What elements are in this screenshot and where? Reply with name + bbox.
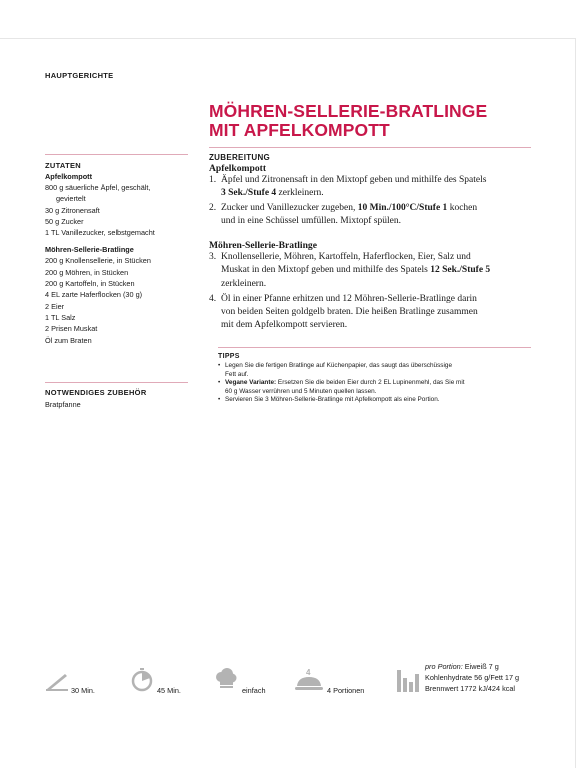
step-number: 2. xyxy=(209,203,217,214)
ingredient-group-title: Möhren-Sellerie-Bratlinge xyxy=(45,245,134,255)
nutrition-carbs-fat: Kohlenhydrate 56 g/Fett 17 g xyxy=(425,672,520,682)
ingredients-divider xyxy=(45,154,188,155)
preparation-subheading: Möhren-Sellerie-Bratlinge xyxy=(209,240,317,252)
difficulty-label: einfach xyxy=(242,686,266,695)
ingredients-heading: ZUTATEN xyxy=(45,161,81,170)
tips-heading: TIPPS xyxy=(218,353,240,360)
step-item xyxy=(209,174,539,200)
ingredient-item: Öl zum Braten xyxy=(45,335,92,345)
equipment-list xyxy=(45,399,195,410)
bullet-icon: • xyxy=(218,379,221,387)
nutrition-protein: Eiweiß 7 g xyxy=(462,662,499,671)
ingredient-item: 1 TL Salz xyxy=(45,312,76,322)
equipment-item: Bratpfanne xyxy=(45,400,81,409)
step-list xyxy=(209,251,539,332)
step-line: zerkleinern. xyxy=(221,278,267,289)
category-label: HAUPTGERICHTE xyxy=(45,71,114,80)
step-item xyxy=(209,202,539,228)
ingredient-item: 2 Prisen Muskat xyxy=(45,324,98,334)
ingredient-group-title: Apfelkompott xyxy=(45,172,93,181)
ingredient-item: 200 g Knollensellerie, in Stücken xyxy=(45,256,151,266)
step-item xyxy=(209,251,539,290)
ingredient-list xyxy=(45,255,195,345)
nutrition-chart-icon xyxy=(396,666,420,694)
nutrition-icon-wrap xyxy=(396,666,422,700)
preparation-heading: ZUBEREITUNG xyxy=(209,153,271,162)
step-item xyxy=(209,293,539,332)
difficulty xyxy=(214,666,274,700)
timer-icon xyxy=(131,666,155,692)
ingredient-item: 4 EL zarte Haferflocken (30 g) xyxy=(45,290,143,300)
tip-item: • Vegane Variante: Ersetzen Sie die beiden Eier durch 2 EL Lupinenmehl, das Sie mit 60 g Wasser verrühren und 5 Minuten quellen lassen. xyxy=(218,379,465,395)
portions xyxy=(294,666,374,700)
ingredients-section xyxy=(45,161,195,346)
ingredient-item: 800 g säuerliche Äpfel, geschält, xyxy=(45,183,151,192)
ingredient-list xyxy=(45,182,195,238)
recipe-title-line: MIT APFELKOMPOTT xyxy=(209,119,390,140)
total-time-label: 45 Min. xyxy=(157,686,181,695)
nutrition-line xyxy=(425,662,519,673)
equipment-section xyxy=(45,388,195,410)
portions-number: 4 xyxy=(306,668,311,677)
step-line: 3 Sek./Stufe 4 zerkleinern. xyxy=(221,188,324,199)
tips-divider xyxy=(218,347,531,348)
step-line: Äpfel und Zitronensaft in den Mixtopf geben und mithilfe des Spatels xyxy=(221,175,487,185)
prep-time-label: 30 Min. xyxy=(71,686,95,695)
chef-hat-icon xyxy=(214,666,238,692)
recipe-title xyxy=(209,102,549,139)
knife-icon xyxy=(45,666,69,692)
nutrition-intro: pro Portion: xyxy=(425,662,463,671)
preparation-subheading: Apfelkompott xyxy=(209,163,267,174)
tip-item: • Legen Sie die fertigen Bratlinge auf Küchenpapier, das saugt das überschüssige Fett auf. xyxy=(218,362,453,378)
recipe-title-line: MÖHREN-SELLERIE-BRATLINGE xyxy=(209,101,488,121)
ingredient-item: 2 Eier xyxy=(45,301,65,311)
step-line: Öl in einer Pfanne erhitzen und 12 Möhren-Sellerie-Bratlinge darin xyxy=(221,293,477,304)
ingredient-item: 30 g Zitronensaft xyxy=(45,205,100,215)
tips-section xyxy=(218,353,538,405)
step-line: Knollensellerie, Möhren, Kartoffeln, Haferflocken, Eier, Salz und xyxy=(221,252,471,263)
ingredient-item: 200 g Kartoffeln, in Stücken xyxy=(45,279,135,289)
top-border xyxy=(0,38,576,39)
step-line: Muskat in den Mixtopf geben und mithilfe des Spatels 12 Sek./Stufe 5 xyxy=(221,265,491,276)
portions-label: 4 Portionen xyxy=(327,686,365,695)
tips-list xyxy=(218,362,538,405)
equipment-heading: NOTWENDIGES ZUBEHÖR xyxy=(45,388,147,397)
nutrition-energy: Brennwert 1772 kJ/424 kcal xyxy=(425,683,516,693)
ingredient-item: geviertelt xyxy=(56,194,86,204)
preparation-divider xyxy=(209,147,531,148)
bullet-icon: • xyxy=(218,362,221,369)
step-line: von beiden Seiten goldgelb braten. Die heißen Bratlinge zusammen xyxy=(221,306,478,317)
ingredient-item: 200 g Möhren, in Stücken xyxy=(45,267,129,277)
total-time xyxy=(131,666,191,700)
ingredient-item: 50 g Zucker xyxy=(45,216,84,226)
tip-item: • Servieren Sie 3 Möhren-Sellerie-Bratlinge mit Apfelkompott als eine Portion. xyxy=(218,396,440,404)
step-line: und in eine Schüssel umfüllen. Mixtopf spülen. xyxy=(221,216,401,227)
preparation-section xyxy=(209,153,539,332)
bullet-icon: • xyxy=(218,396,221,404)
prep-time xyxy=(45,666,105,700)
step-number: 3. xyxy=(209,252,217,263)
ingredient-item: 1 TL Vanillezucker, selbstgemacht xyxy=(45,228,155,238)
tip-bold-label: Vegane Variante: xyxy=(225,379,277,387)
step-number: 1. xyxy=(209,175,217,185)
step-number: 4. xyxy=(209,293,217,304)
step-list xyxy=(209,174,539,228)
step-line: Zucker und Vanillezucker zugeben, 10 Min./100°C/Stufe 1 kochen xyxy=(221,203,478,214)
step-line: mit dem Apfelkompott servieren. xyxy=(221,319,348,330)
equipment-divider xyxy=(45,382,188,383)
nutrition-info xyxy=(425,662,519,694)
